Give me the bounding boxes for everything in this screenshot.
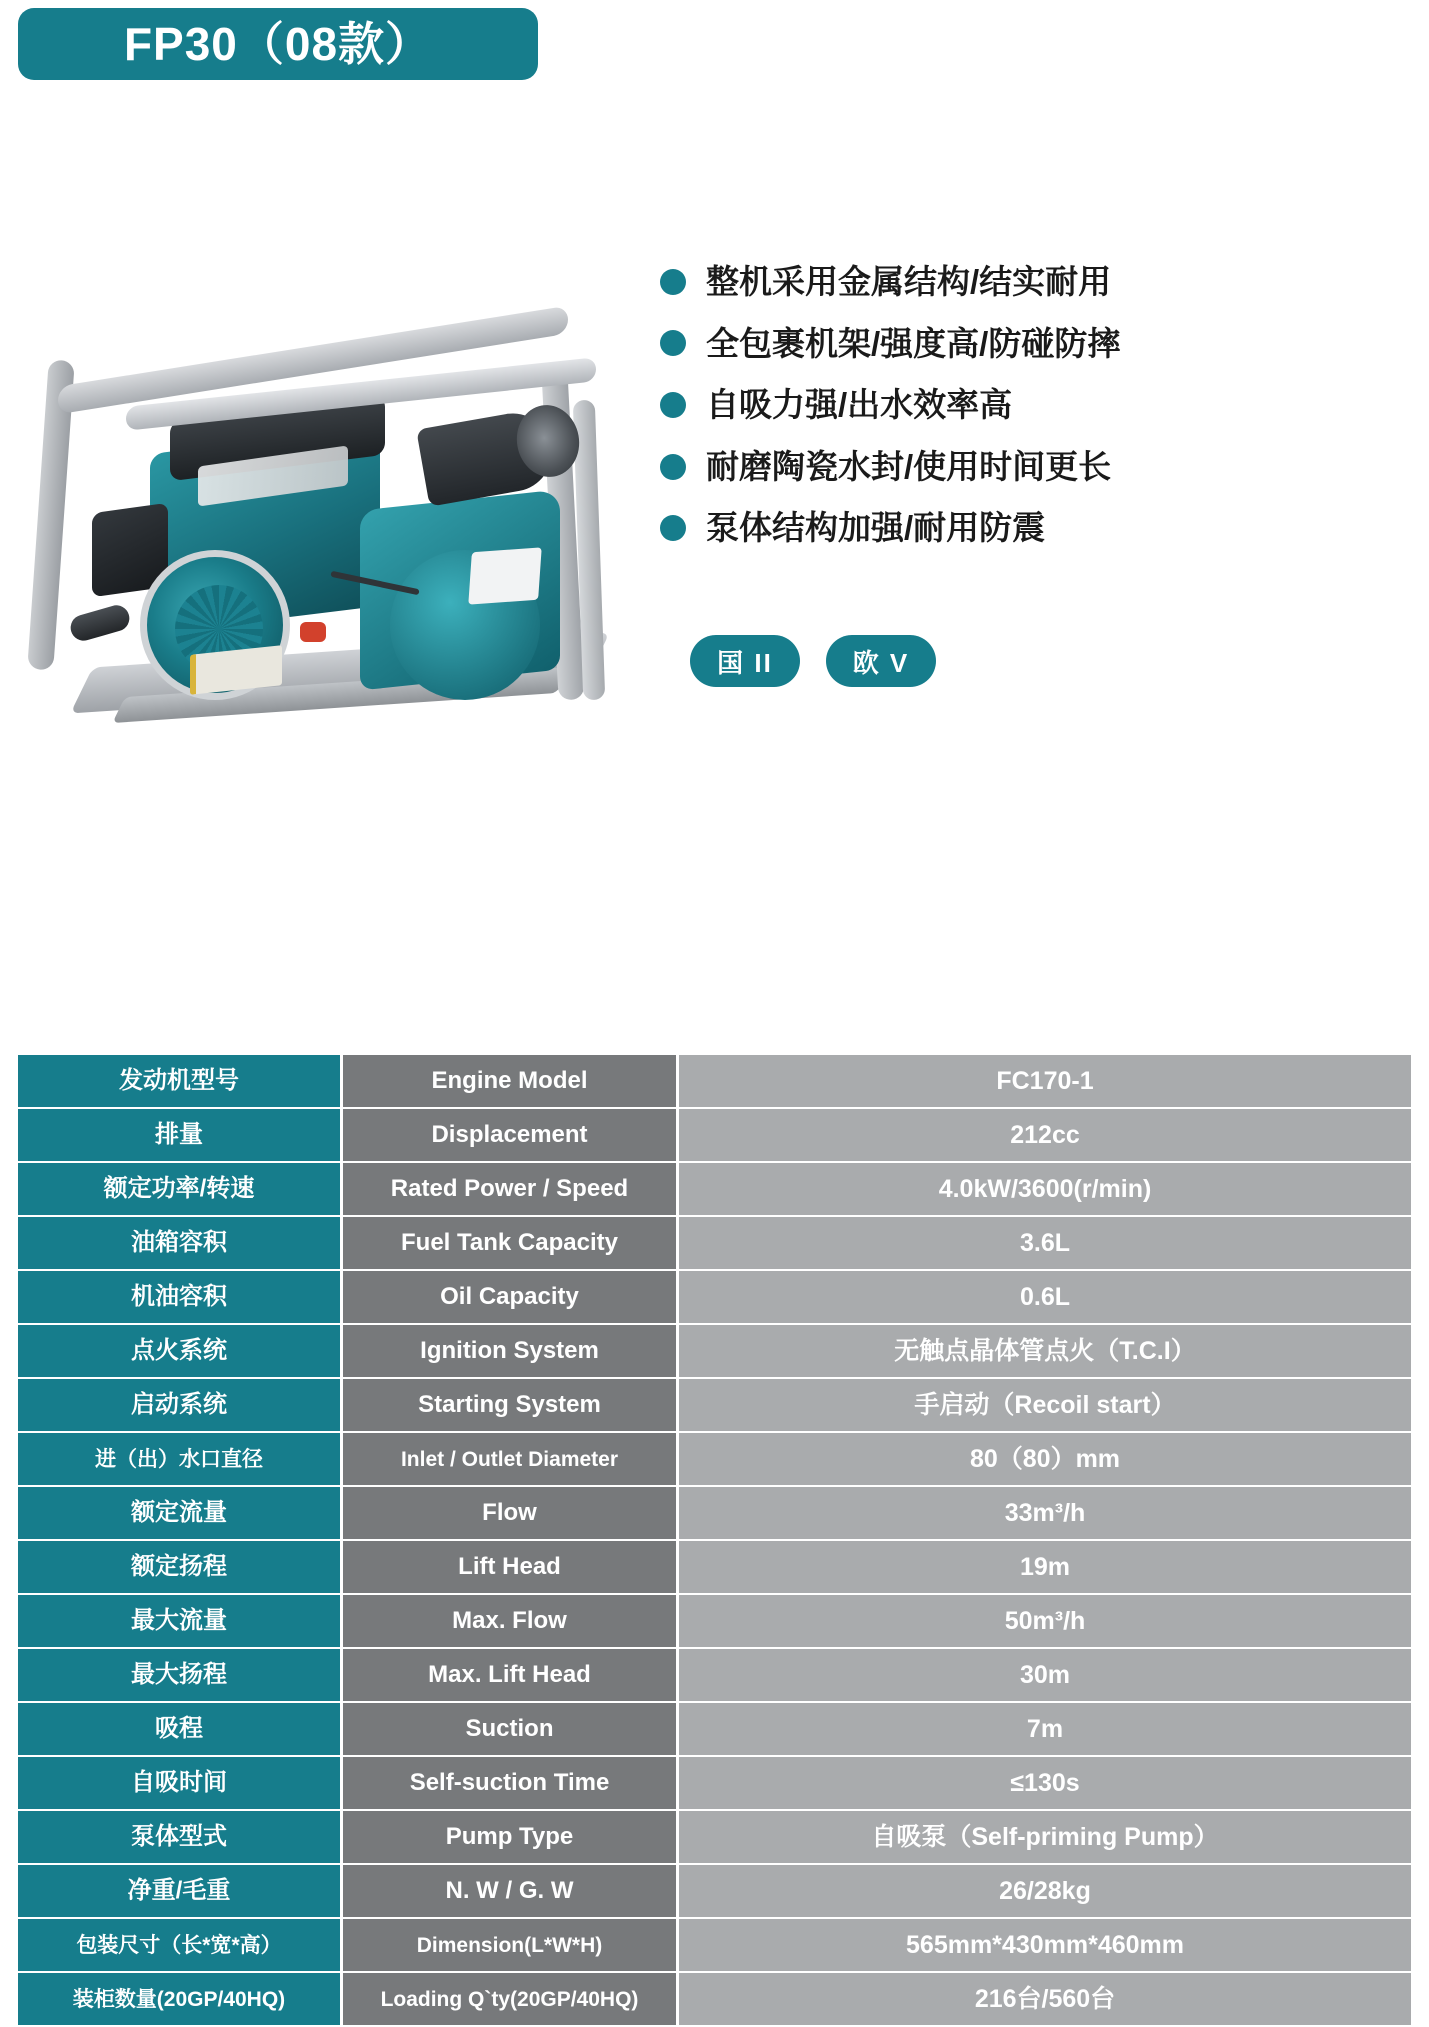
water-pump-illustration [30, 250, 620, 750]
spec-label-en: Self-suction Time [343, 1757, 676, 1809]
spec-label-en: Oil Capacity [343, 1271, 676, 1323]
spec-value: 26/28kg [679, 1865, 1411, 1917]
list-item [660, 447, 1415, 487]
carry-handle [68, 602, 133, 644]
table-row [18, 1757, 1411, 1809]
spec-value: 80（80）mm [679, 1433, 1411, 1485]
bullet-dot-icon [660, 515, 686, 541]
bullet-dot-icon [660, 454, 686, 480]
list-item [660, 508, 1415, 548]
spec-value: 自吸泵（Self-priming Pump） [679, 1811, 1411, 1863]
table-row [18, 1055, 1411, 1107]
spec-label-en: Lift Head [343, 1541, 676, 1593]
fuel-valve-knob [300, 622, 326, 642]
spec-label-en: Max. Flow [343, 1595, 676, 1647]
table-row [18, 1865, 1411, 1917]
table-row [18, 1217, 1411, 1269]
table-row [18, 1163, 1411, 1215]
spec-label-cn: 启动系统 [18, 1379, 340, 1431]
feature-label: 整机采用金属结构/结实耐用 [706, 263, 1112, 300]
spec-value: FC170-1 [679, 1055, 1411, 1107]
spec-label-cn: 额定扬程 [18, 1541, 340, 1593]
spec-value: 33m³/h [679, 1487, 1411, 1539]
spec-label-en: N. W / G. W [343, 1865, 676, 1917]
spec-label-cn: 额定功率/转速 [18, 1163, 340, 1215]
bullet-dot-icon [660, 392, 686, 418]
spec-value: 无触点晶体管点火（T.C.I） [679, 1325, 1411, 1377]
spec-value: 19m [679, 1541, 1411, 1593]
spec-label-cn: 泵体型式 [18, 1811, 340, 1863]
spec-label-en: Fuel Tank Capacity [343, 1217, 676, 1269]
table-row [18, 1325, 1411, 1377]
table-row [18, 1433, 1411, 1485]
table-row [18, 1109, 1411, 1161]
spec-label-en: Suction [343, 1703, 676, 1755]
table-row [18, 1595, 1411, 1647]
table-row [18, 1919, 1411, 1971]
spec-value: 216台/560台 [679, 1973, 1411, 2025]
spec-value: 4.0kW/3600(r/min) [679, 1163, 1411, 1215]
table-row [18, 1811, 1411, 1863]
spec-label-en: Starting System [343, 1379, 676, 1431]
feature-label: 全包裹机架/强度高/防碰防摔 [706, 324, 1121, 362]
spec-value: 30m [679, 1649, 1411, 1701]
spec-value: ≤130s [679, 1757, 1411, 1809]
spec-label-en: Flow [343, 1487, 676, 1539]
spec-label-en: Inlet / Outlet Diameter [343, 1433, 676, 1485]
spec-label-en: Ignition System [343, 1325, 676, 1377]
spec-label-en: Displacement [343, 1109, 676, 1161]
spec-label-en: Max. Lift Head [343, 1649, 676, 1701]
spec-label-en: Dimension(L*W*H) [343, 1919, 676, 1971]
table-row [18, 1649, 1411, 1701]
spec-label-sticker [468, 547, 541, 604]
page-title-badge [18, 8, 538, 80]
table-row [18, 1487, 1411, 1539]
table-row [18, 1973, 1411, 2025]
list-item [660, 262, 1415, 302]
spec-label-cn: 净重/毛重 [18, 1865, 340, 1917]
feature-label: 泵体结构加强/耐用防震 [706, 509, 1046, 547]
table-row [18, 1541, 1411, 1593]
spec-label-cn: 点火系统 [18, 1325, 340, 1377]
spec-value: 50m³/h [679, 1595, 1411, 1647]
spec-value: 3.6L [679, 1217, 1411, 1269]
spec-label-cn: 额定流量 [18, 1487, 340, 1539]
spec-label-cn: 机油容积 [18, 1271, 340, 1323]
feature-list [660, 262, 1415, 570]
spec-label-en: Rated Power / Speed [343, 1163, 676, 1215]
spec-value: 手启动（Recoil start） [679, 1379, 1411, 1431]
specification-table [18, 1055, 1411, 2027]
list-item [660, 385, 1415, 425]
status-badge: 国 II [690, 635, 800, 687]
spec-label-en: Engine Model [343, 1055, 676, 1107]
spec-label-cn: 最大扬程 [18, 1649, 340, 1701]
spec-label-cn: 进（出）水口直径 [18, 1433, 340, 1485]
spec-label-cn: 包装尺寸（长*宽*高） [18, 1919, 340, 1971]
table-row [18, 1703, 1411, 1755]
bullet-dot-icon [660, 330, 686, 356]
spec-label-cn: 最大流量 [18, 1595, 340, 1647]
spec-label-cn: 吸程 [18, 1703, 340, 1755]
product-image-area [0, 120, 660, 800]
table-row [18, 1271, 1411, 1323]
feature-label: 自吸力强/出水效率高 [706, 386, 1013, 424]
spec-value: 7m [679, 1703, 1411, 1755]
page-title: FP30（08款） [123, 18, 433, 70]
spec-value: 212cc [679, 1109, 1411, 1161]
standards-badges [690, 635, 936, 687]
spec-value: 0.6L [679, 1271, 1411, 1323]
table-row [18, 1379, 1411, 1431]
spec-label-cn: 自吸时间 [18, 1757, 340, 1809]
spec-label-en: Pump Type [343, 1811, 676, 1863]
feature-label: 耐磨陶瓷水封/使用时间更长 [706, 447, 1112, 485]
spec-label-cn: 油箱容积 [18, 1217, 340, 1269]
bullet-dot-icon [660, 269, 686, 295]
spec-value: 565mm*430mm*460mm [679, 1919, 1411, 1971]
spec-label-cn: 排量 [18, 1109, 340, 1161]
spec-label-cn: 装柜数量(20GP/40HQ) [18, 1973, 340, 2025]
status-badge: 欧 V [826, 635, 936, 687]
spec-label-en: Loading Q`ty(20GP/40HQ) [343, 1973, 676, 2025]
spec-label-cn: 发动机型号 [18, 1055, 340, 1107]
list-item [660, 324, 1415, 364]
